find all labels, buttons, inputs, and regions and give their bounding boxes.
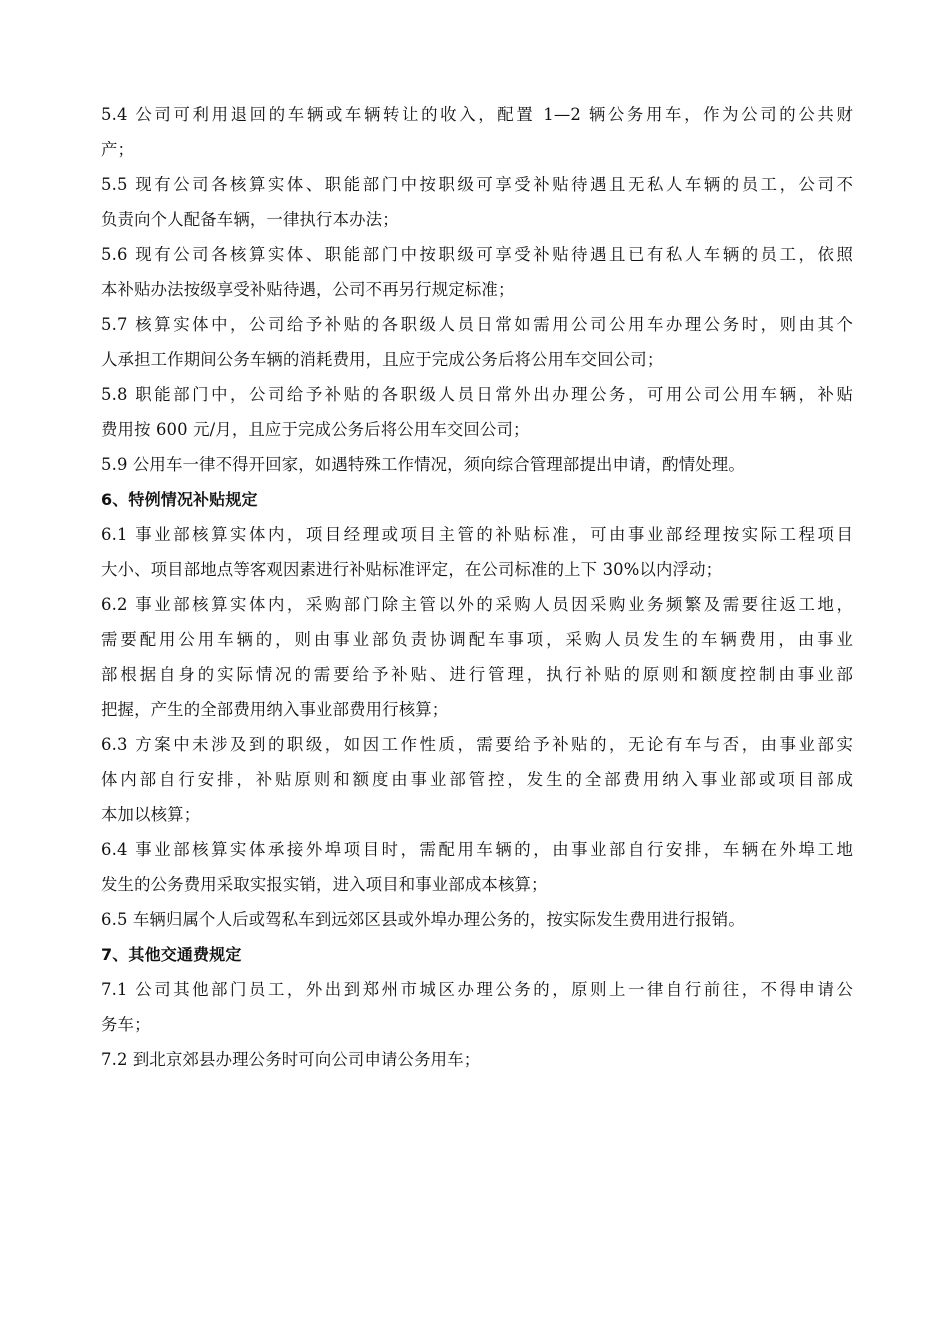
text-line: 5.7 核算实体中，公司给予补贴的各职级人员日常如需用公司公用车办理公务时，则由其个 bbox=[101, 315, 853, 334]
paragraph-5-6 bbox=[101, 237, 853, 307]
text-line: 本加以核算； bbox=[101, 805, 201, 824]
text-line: 费用按 600 元/月，且应于完成公务后将公用车交回公司； bbox=[101, 420, 530, 439]
paragraph-5-5 bbox=[101, 167, 853, 237]
paragraph-6-1 bbox=[101, 517, 853, 587]
text-line: 5.9 公用车一律不得开回家，如遇特殊工作情况，须向综合管理部提出申请，酌情处理。 bbox=[101, 455, 745, 474]
section-heading: 7、其他交通费规定 bbox=[101, 945, 242, 964]
paragraph-7-2 bbox=[101, 1042, 853, 1077]
text-line: 6.3 方案中未涉及到的职级，如因工作性质，需要给予补贴的，无论有车与否，由事业部实 bbox=[101, 735, 853, 754]
paragraph-5-4 bbox=[101, 97, 853, 167]
text-line: 7.1 公司其他部门员工，外出到郑州市城区办理公务的，原则上一律自行前往，不得申请公 bbox=[101, 980, 853, 999]
paragraph-6-4 bbox=[101, 832, 853, 902]
text-line: 大小、项目部地点等客观因素进行补贴标准评定，在公司标准的上下 30%以内浮动； bbox=[101, 560, 723, 579]
text-line: 6.1 事业部核算实体内，项目经理或项目主管的补贴标准，可由事业部经理按实际工程项目 bbox=[101, 525, 853, 544]
text-line: 5.5 现有公司各核算实体、职能部门中按职级可享受补贴待遇且无私人车辆的员工，公司不 bbox=[101, 175, 853, 194]
text-line: 6.2 事业部核算实体内，采购部门除主管以外的采购人员因采购业务频繁及需要往返工地， bbox=[101, 595, 853, 614]
paragraph-7-1 bbox=[101, 972, 853, 1042]
text-line: 发生的公务费用采取实报实销，进入项目和事业部成本核算； bbox=[101, 875, 548, 894]
text-line: 体内部自行安排，补贴原则和额度由事业部管控，发生的全部费用纳入事业部或项目部成 bbox=[101, 770, 853, 789]
text-line: 5.6 现有公司各核算实体、职能部门中按职级可享受补贴待遇且已有私人车辆的员工，依照 bbox=[101, 245, 853, 264]
paragraph-5-9 bbox=[101, 447, 853, 482]
text-line: 需要配用公用车辆的，则由事业部负责协调配车事项，采购人员发生的车辆费用，由事业 bbox=[101, 630, 853, 649]
text-line: 7.2 到北京郊县办理公务时可向公司申请公务用车； bbox=[101, 1050, 481, 1069]
section-heading-7 bbox=[101, 937, 853, 972]
text-line: 产； bbox=[101, 140, 135, 159]
text-line: 负责向个人配备车辆，一律执行本办法； bbox=[101, 210, 399, 229]
document-page bbox=[101, 97, 853, 1077]
text-line: 本补贴办法按级享受补贴待遇，公司不再另行规定标准； bbox=[101, 280, 515, 299]
paragraph-5-7 bbox=[101, 307, 853, 377]
text-line: 把握，产生的全部费用纳入事业部费用行核算； bbox=[101, 700, 449, 719]
section-heading: 6、特例情况补贴规定 bbox=[101, 490, 258, 509]
section-heading-6 bbox=[101, 482, 853, 517]
paragraph-6-3 bbox=[101, 727, 853, 832]
paragraph-6-5 bbox=[101, 902, 853, 937]
text-line: 6.5 车辆归属个人后或驾私车到远郊区县或外埠办理公务的，按实际发生费用进行报销。 bbox=[101, 910, 745, 929]
paragraph-6-2 bbox=[101, 587, 853, 727]
text-line: 务车； bbox=[101, 1015, 151, 1034]
paragraph-5-8 bbox=[101, 377, 853, 447]
text-line: 人承担工作期间公务车辆的消耗费用，且应于完成公务后将公用车交回公司； bbox=[101, 350, 664, 369]
text-line: 部根据自身的实际情况的需要给予补贴、进行管理，执行补贴的原则和额度控制由事业部 bbox=[101, 665, 853, 684]
text-line: 5.4 公司可利用退回的车辆或车辆转让的收入，配置 1—2 辆公务用车，作为公司的公共财 bbox=[101, 105, 853, 124]
text-line: 6.4 事业部核算实体承接外埠项目时，需配用车辆的，由事业部自行安排，车辆在外埠工地 bbox=[101, 840, 853, 859]
text-line: 5.8 职能部门中，公司给予补贴的各职级人员日常外出办理公务，可用公司公用车辆，补贴 bbox=[101, 385, 853, 404]
